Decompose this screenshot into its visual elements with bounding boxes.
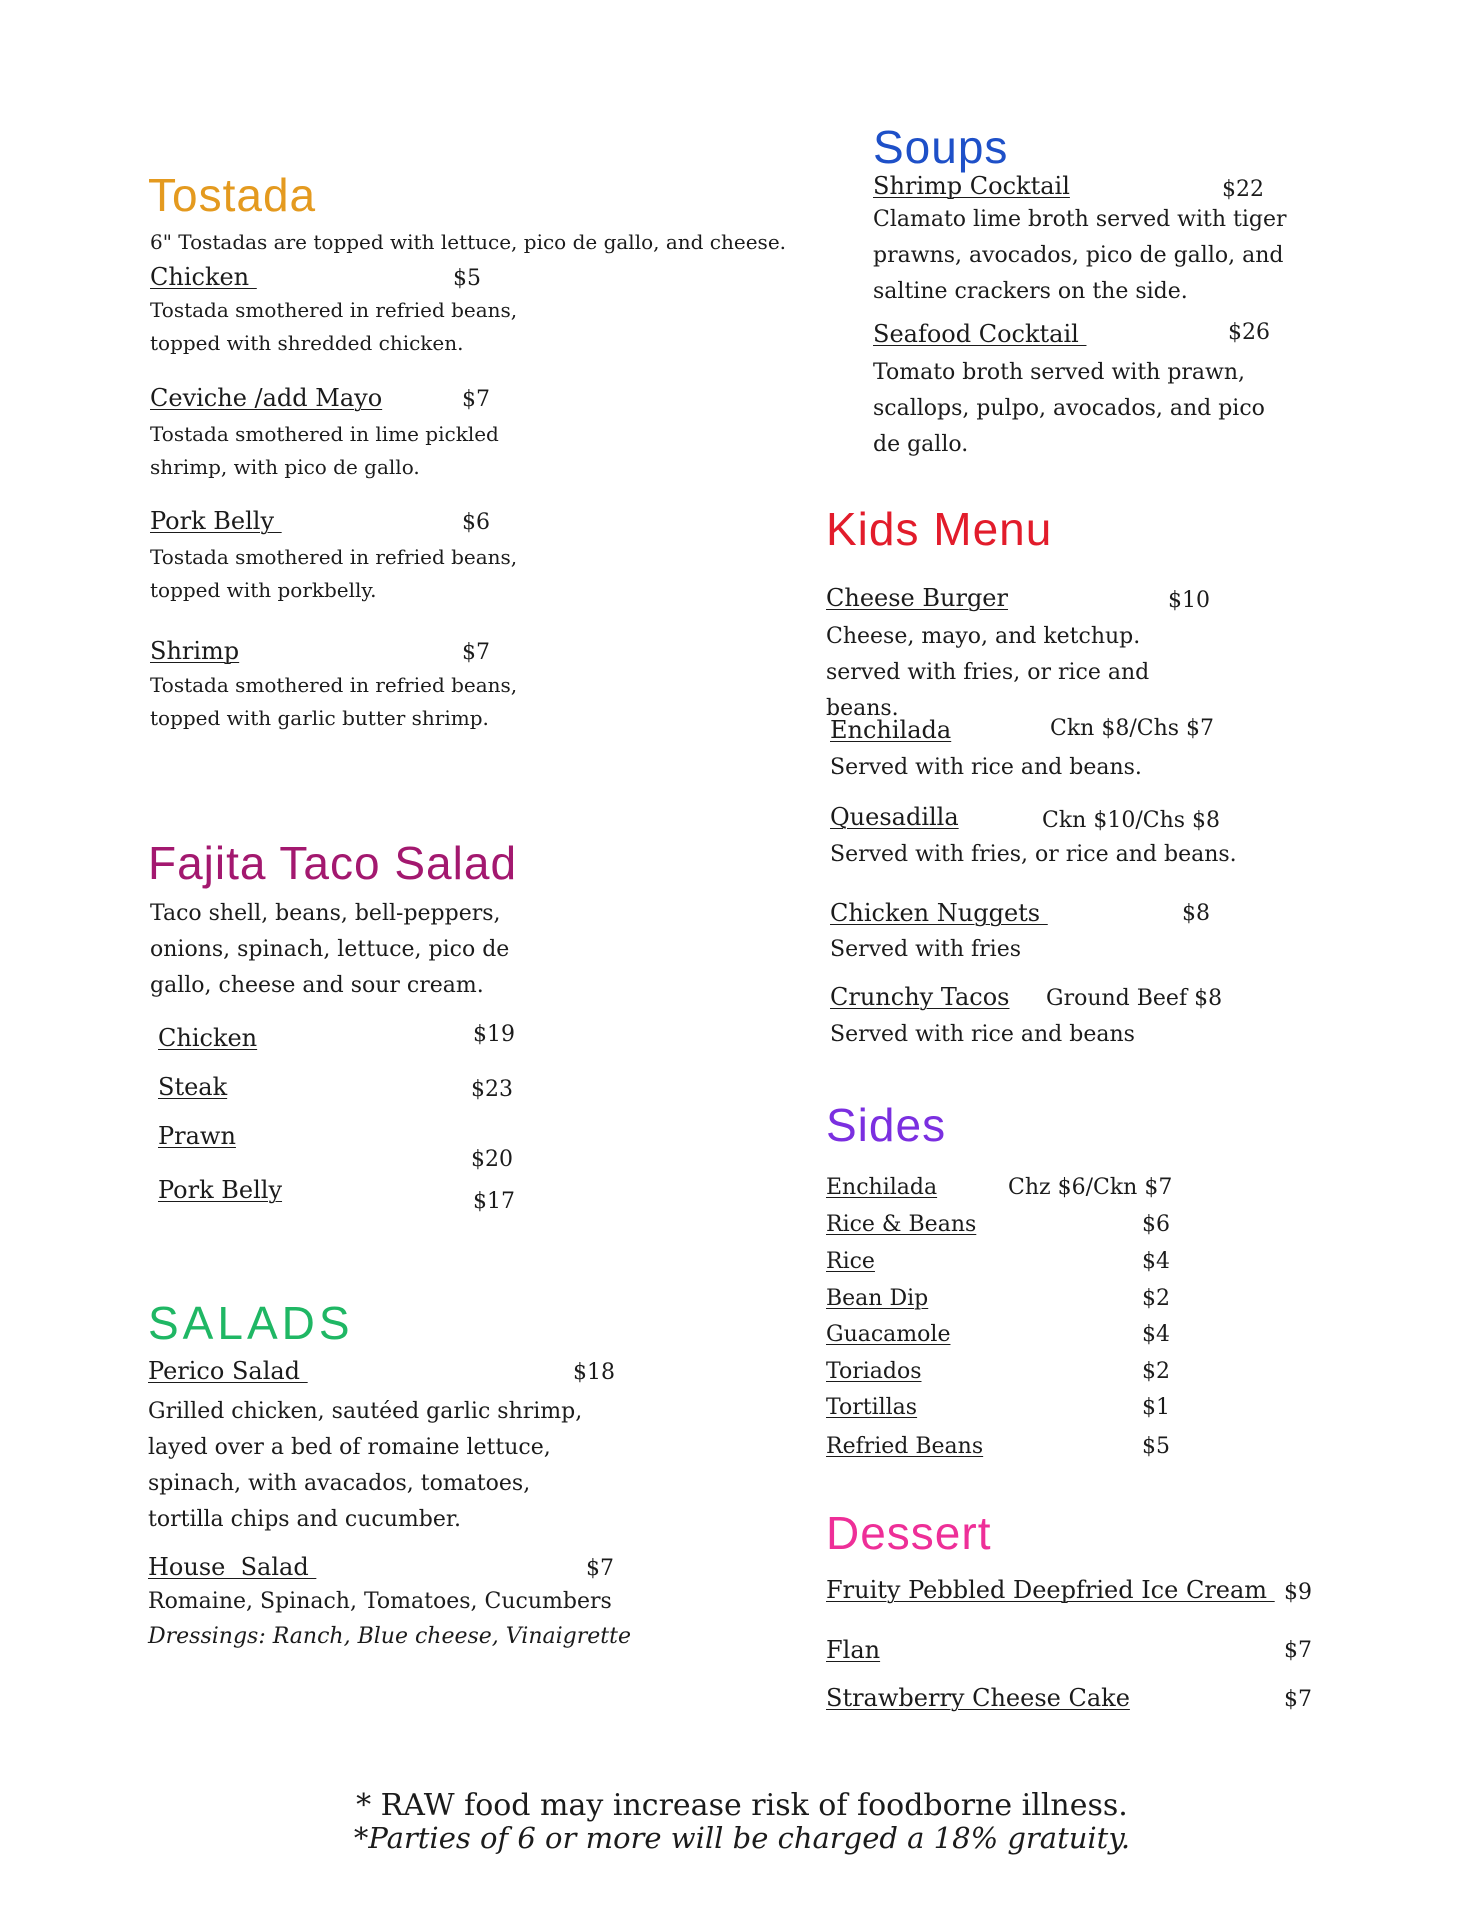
kids-item-price: Ckn $10/Chs $8 [1042,808,1221,833]
kids-item-price: $10 [1168,588,1210,613]
salads-item-name: House Salad [148,1553,317,1581]
sides-item-name: Enchilada [826,1175,938,1200]
fajita-item-price: $19 [473,1022,515,1047]
kids-item-desc: Served with rice and beans. [830,755,1142,780]
fajita-item-name: Steak [158,1073,228,1101]
salads-item-price: $18 [573,1360,615,1385]
sides-item-name: Refried Beans [826,1434,984,1459]
tostada-item-name: Pork Belly [150,507,282,535]
tostada-item-name: Chicken [150,263,257,291]
kids-item-price: Ckn $8/Chs $7 [1050,716,1215,741]
soups-title: Soups [873,121,1009,173]
sides-item-name: Tortillas [826,1395,918,1420]
tostada-item-price: $5 [453,266,481,291]
tostada-item-price: $6 [462,510,490,535]
dessert-item-name: Strawberry Cheese Cake [826,1684,1130,1712]
soups-item-price: $26 [1228,320,1270,345]
kids-item-name: Quesadilla [830,803,959,831]
soups-item-desc: Clamato lime broth served with tiger prawns, avocados, pico de gallo, and saltine crackers on the side. [873,207,1287,304]
kids-item-name: Chicken Nuggets [830,899,1048,927]
tostada-item-price: $7 [462,640,490,665]
fajita-item-price: $20 [471,1147,513,1172]
kids-item-desc: Served with fries, or rice and beans. [830,842,1237,867]
fajita-item-name: Pork Belly [158,1176,283,1204]
tostada-item-desc: Tostada smothered in refried beans, topped with garlic butter shrimp. [150,673,518,730]
fajita-item-price: $17 [473,1189,515,1214]
tostada-item-price: $7 [462,387,490,412]
tostada-item-desc: Tostada smothered in lime pickled shrimp, with pico de gallo. [150,422,499,479]
salads-item-name: Perico Salad [148,1357,308,1385]
tostada-item-name: Ceviche /add Mayo [150,384,383,412]
fajita-item-name: Prawn [158,1122,236,1150]
sides-item-price: $4 [1142,1249,1170,1274]
sides-item-name: Guacamole [826,1322,951,1347]
soups-item-desc: Tomato broth served with prawn, scallops, pulpo, avocados, and pico de gallo. [873,360,1265,457]
kids-item-price: $8 [1182,901,1210,926]
sides-item-price: $5 [1142,1434,1170,1459]
sides-item-name: Toriados [826,1359,922,1384]
dessert-item-price: $9 [1284,1580,1312,1605]
fajita-item-name: Chicken [158,1024,258,1052]
soups-item-name: Seafood Cocktail [873,320,1087,348]
kids-item-name: Enchilada [830,716,952,744]
tostada-intro: 6" Tostadas are topped with lettuce, pico de gallo, and cheese. [150,230,787,254]
fajita-item-price: $23 [471,1077,513,1102]
sides-item-price: $6 [1142,1212,1170,1237]
salads-title: SALADS [148,1297,354,1349]
kids-item-price: Ground Beef $8 [1046,986,1223,1011]
salads-item-desc: Romaine, Spinach, Tomatoes, Cucumbers [148,1589,612,1614]
kids-item-name: Cheese Burger [826,584,1008,612]
fajita-title: Fajita Taco Salad [148,837,518,889]
dessert-title: Dessert [826,1507,992,1559]
kids-item-desc: Served with rice and beans [830,1022,1135,1047]
dessert-item-name: Fruity Pebbled Deepfried Ice Cream [826,1576,1275,1604]
kids-item-desc: Cheese, mayo, and ketchup. served with fries, or rice and beans. [826,624,1150,721]
sides-item-price: $2 [1142,1286,1170,1311]
salads-item-price: $7 [586,1556,614,1581]
dessert-item-price: $7 [1284,1687,1312,1712]
kids-title: Kids Menu [826,503,1053,555]
tostada-title: Tostada [148,169,317,221]
fajita-intro: Taco shell, beans, bell-peppers, onions, spinach, lettuce, pico de gallo, cheese and sour cream. [150,901,510,998]
sides-item-price: $1 [1142,1395,1170,1420]
soups-item-price: $22 [1222,177,1264,202]
sides-item-price: $2 [1142,1359,1170,1384]
salads-item-desc: Grilled chicken, sautéed garlic shrimp, layed over a bed of romaine lettuce, spinach, with avacados, tomatoes, tortilla chips and cucumber. [148,1399,583,1532]
raw-food-notice: * RAW food may increase risk of foodborne illness. [356,1788,1128,1823]
kids-item-desc: Served with fries [830,937,1022,962]
sides-item-price: Chz $6/Ckn $7 [1008,1175,1173,1200]
soups-item-name: Shrimp Cocktail [873,172,1070,200]
dessert-item-name: Flan [826,1636,881,1664]
sides-title: Sides [826,1099,947,1151]
sides-item-price: $4 [1142,1322,1170,1347]
tostada-item-desc: Tostada smothered in refried beans, topped with porkbelly. [150,545,518,602]
sides-item-name: Rice [826,1249,875,1274]
kids-item-name: Crunchy Tacos [830,983,1010,1011]
dessert-item-price: $7 [1284,1638,1312,1663]
salads-item-dressings: Dressings: Ranch, Blue cheese, Vinaigrette [148,1624,631,1649]
sides-item-name: Bean Dip [826,1286,929,1311]
gratuity-notice: *Parties of 6 or more will be charged a 18% gratuity. [353,1821,1131,1855]
tostada-item-name: Shrimp [150,637,240,665]
sides-item-name: Rice & Beans [826,1212,977,1237]
tostada-item-desc: Tostada smothered in refried beans, topped with shredded chicken. [150,298,518,355]
